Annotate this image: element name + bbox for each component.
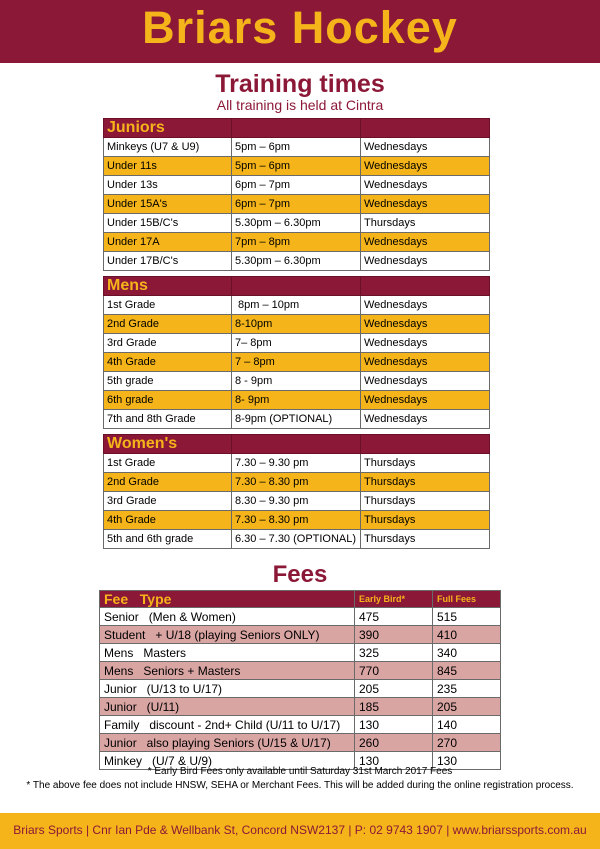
time-cell: 8-10pm xyxy=(232,315,361,334)
time-cell: 6.30 – 7.30 (OPTIONAL) xyxy=(232,530,361,549)
team-cell: 1st Grade xyxy=(104,296,232,315)
table-row xyxy=(100,662,501,680)
table-row xyxy=(104,454,490,473)
team-cell: 3rd Grade xyxy=(104,334,232,353)
table-row xyxy=(104,157,490,176)
team-cell: 1st Grade xyxy=(104,454,232,473)
team-cell: 4th Grade xyxy=(104,511,232,530)
footer-banner xyxy=(0,813,600,849)
training-subtitle: All training is held at Cintra xyxy=(216,97,384,113)
fees-header-row xyxy=(100,591,501,608)
full-fee-cell: 270 xyxy=(433,734,501,752)
fee-type-cell: Junior also playing Seniors (U/15 & U/17) xyxy=(100,734,355,752)
early-bird-header: Early Bird* xyxy=(355,591,433,608)
early-bird-cell: 475 xyxy=(355,608,433,626)
day-cell: Wednesdays xyxy=(361,410,490,429)
early-bird-cell: 325 xyxy=(355,644,433,662)
header-cell xyxy=(232,119,361,138)
time-cell: 5pm – 6pm xyxy=(232,157,361,176)
time-cell: 6pm – 7pm xyxy=(232,176,361,195)
header-cell xyxy=(361,435,490,454)
womens-label: Women's xyxy=(104,435,232,454)
juniors-header-row xyxy=(104,119,490,138)
full-fee-cell: 340 xyxy=(433,644,501,662)
table-row xyxy=(100,734,501,752)
table-row xyxy=(104,391,490,410)
fee-type-header: Fee Type xyxy=(100,591,355,608)
team-cell: 5th and 6th grade xyxy=(104,530,232,549)
juniors-table xyxy=(103,118,490,271)
time-cell: 5pm – 6pm xyxy=(232,138,361,157)
team-cell: 7th and 8th Grade xyxy=(104,410,232,429)
header-cell xyxy=(361,277,490,296)
day-cell: Wednesdays xyxy=(361,372,490,391)
training-title: Training times xyxy=(215,70,385,98)
team-cell: Under 15A's xyxy=(104,195,232,214)
womens-table xyxy=(103,434,490,549)
mens-header-row xyxy=(104,277,490,296)
womens-header-row xyxy=(104,435,490,454)
fee-type-cell: Senior (Men & Women) xyxy=(100,608,355,626)
fee-type-cell: Mens Seniors + Masters xyxy=(100,662,355,680)
day-cell: Wednesdays xyxy=(361,138,490,157)
time-cell: 5.30pm – 6.30pm xyxy=(232,252,361,271)
table-row xyxy=(104,214,490,233)
day-cell: Wednesdays xyxy=(361,334,490,353)
table-row xyxy=(100,608,501,626)
day-cell: Thursdays xyxy=(361,454,490,473)
mens-table xyxy=(103,276,490,429)
table-row xyxy=(104,315,490,334)
team-cell: 3rd Grade xyxy=(104,492,232,511)
team-cell: 4th Grade xyxy=(104,353,232,372)
team-cell: Under 17A xyxy=(104,233,232,252)
fees-table xyxy=(99,590,501,770)
early-bird-cell: 130 xyxy=(355,752,433,770)
day-cell: Wednesdays xyxy=(361,353,490,372)
header-cell xyxy=(361,119,490,138)
full-fee-cell: 140 xyxy=(433,716,501,734)
full-fee-cell: 130 xyxy=(433,752,501,770)
early-bird-cell: 130 xyxy=(355,716,433,734)
team-cell: Under 17B/C's xyxy=(104,252,232,271)
time-cell: 7.30 – 8.30 pm xyxy=(232,473,361,492)
table-row xyxy=(104,252,490,271)
header-cell xyxy=(232,435,361,454)
day-cell: Wednesdays xyxy=(361,176,490,195)
time-cell: 8pm – 10pm xyxy=(232,296,361,315)
full-fee-cell: 410 xyxy=(433,626,501,644)
fee-type-cell: Family discount - 2nd+ Child (U/11 to U/17) xyxy=(100,716,355,734)
table-row xyxy=(104,334,490,353)
early-bird-cell: 205 xyxy=(355,680,433,698)
time-cell: 6pm – 7pm xyxy=(232,195,361,214)
time-cell: 7pm – 8pm xyxy=(232,233,361,252)
table-row xyxy=(100,698,501,716)
early-bird-note: * Early Bird Fees only available until Saturday 31st March 2017 Fees xyxy=(147,766,453,777)
time-cell: 8- 9pm xyxy=(232,391,361,410)
team-cell: Under 13s xyxy=(104,176,232,195)
team-cell: 5th grade xyxy=(104,372,232,391)
time-cell: 7.30 – 9.30 pm xyxy=(232,454,361,473)
day-cell: Wednesdays xyxy=(361,391,490,410)
team-cell: Minkeys (U7 & U9) xyxy=(104,138,232,157)
table-row xyxy=(104,473,490,492)
table-row xyxy=(104,410,490,429)
full-fee-cell: 235 xyxy=(433,680,501,698)
fees-title: Fees xyxy=(272,561,328,588)
fee-type-cell: Junior (U/11) xyxy=(100,698,355,716)
day-cell: Thursdays xyxy=(361,492,490,511)
day-cell: Thursdays xyxy=(361,473,490,492)
full-fee-cell: 205 xyxy=(433,698,501,716)
fee-type-cell: Junior (U/13 to U/17) xyxy=(100,680,355,698)
time-cell: 7– 8pm xyxy=(232,334,361,353)
early-bird-cell: 185 xyxy=(355,698,433,716)
table-row xyxy=(104,195,490,214)
early-bird-cell: 390 xyxy=(355,626,433,644)
table-row xyxy=(104,492,490,511)
day-cell: Thursdays xyxy=(361,214,490,233)
page-title: Briars Hockey xyxy=(142,2,458,53)
full-fee-cell: 845 xyxy=(433,662,501,680)
juniors-label: Juniors xyxy=(104,119,232,138)
time-cell: 8.30 – 9.30 pm xyxy=(232,492,361,511)
table-row xyxy=(100,644,501,662)
table-row xyxy=(104,138,490,157)
full-fees-header: Full Fees xyxy=(433,591,501,608)
team-cell: Under 11s xyxy=(104,157,232,176)
table-row xyxy=(104,511,490,530)
day-cell: Wednesdays xyxy=(361,315,490,334)
early-bird-cell: 770 xyxy=(355,662,433,680)
day-cell: Wednesdays xyxy=(361,296,490,315)
day-cell: Thursdays xyxy=(361,511,490,530)
time-cell: 8-9pm (OPTIONAL) xyxy=(232,410,361,429)
table-row xyxy=(104,530,490,549)
table-row xyxy=(104,296,490,315)
header-cell xyxy=(232,277,361,296)
time-cell: 8 - 9pm xyxy=(232,372,361,391)
team-cell: Under 15B/C's xyxy=(104,214,232,233)
day-cell: Wednesdays xyxy=(361,195,490,214)
time-cell: 7 – 8pm xyxy=(232,353,361,372)
fee-type-cell: Student + U/18 (playing Seniors ONLY) xyxy=(100,626,355,644)
mens-label: Mens xyxy=(104,277,232,296)
time-cell: 5.30pm – 6.30pm xyxy=(232,214,361,233)
day-cell: Wednesdays xyxy=(361,252,490,271)
day-cell: Wednesdays xyxy=(361,233,490,252)
table-row xyxy=(104,353,490,372)
full-fee-cell: 515 xyxy=(433,608,501,626)
time-cell: 7.30 – 8.30 pm xyxy=(232,511,361,530)
table-row xyxy=(100,680,501,698)
team-cell: 2nd Grade xyxy=(104,473,232,492)
table-row xyxy=(104,372,490,391)
day-cell: Wednesdays xyxy=(361,157,490,176)
footer-contact: Briars Sports | Cnr Ian Pde & Wellbank St, Concord NSW2137 | P: 02 9743 1907 | www.briarssports.com.au xyxy=(13,823,587,837)
table-row xyxy=(104,233,490,252)
table-row xyxy=(100,716,501,734)
fees-disclaimer: * The above fee does not include HNSW, SEHA or Merchant Fees. This will be added during the online registration process. xyxy=(26,780,574,791)
early-bird-cell: 260 xyxy=(355,734,433,752)
team-cell: 6th grade xyxy=(104,391,232,410)
fee-type-cell: Minkey (U/7 & U/9) xyxy=(100,752,355,770)
table-row xyxy=(104,176,490,195)
fee-type-cell: Mens Masters xyxy=(100,644,355,662)
day-cell: Thursdays xyxy=(361,530,490,549)
header-banner xyxy=(0,0,600,63)
table-row xyxy=(100,626,501,644)
team-cell: 2nd Grade xyxy=(104,315,232,334)
